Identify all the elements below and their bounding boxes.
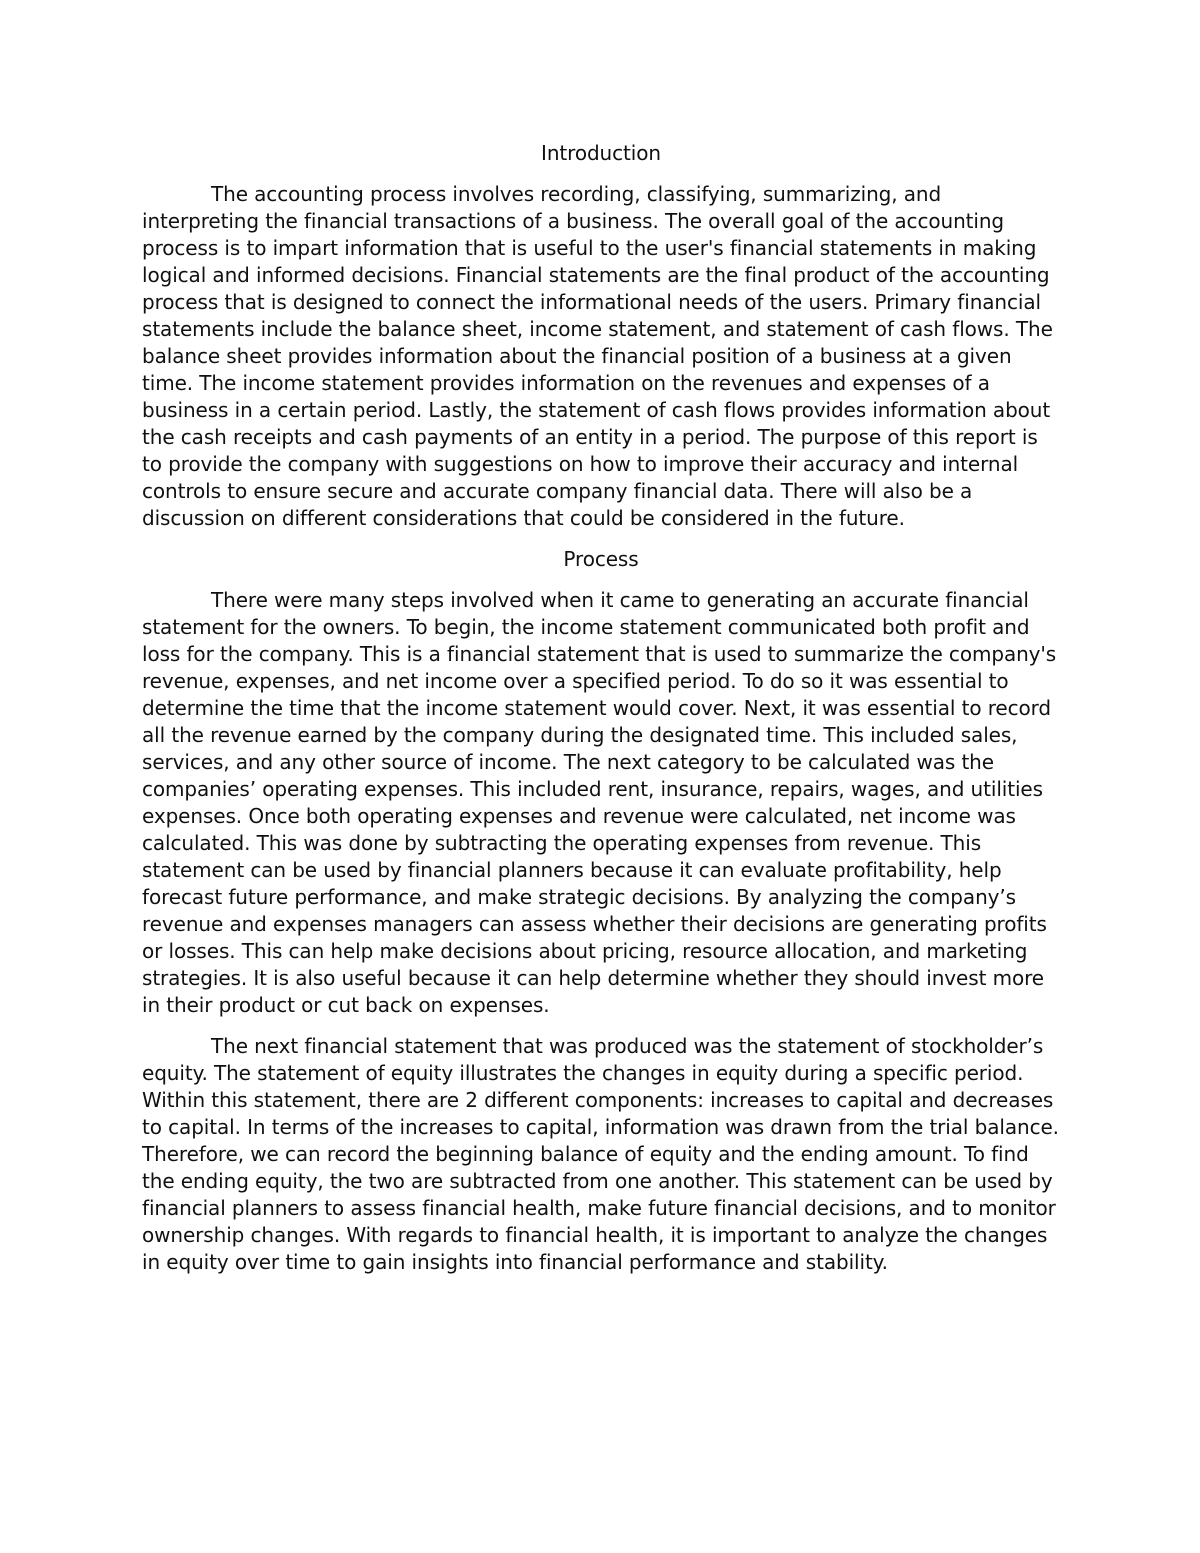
section-heading-process: Process bbox=[563, 547, 639, 571]
section-heading-introduction: Introduction bbox=[541, 141, 661, 165]
paragraph: The accounting process involves recording, classifying, summarizing, and interpreting the financial transactions of a business. The overall goal of the accounting process is to impart information that is useful to the user's financial statements in making logical and informed decisions. Financial statements are the final product of the accounting process that is designed to connect the informational needs of the users. Primary financial statements include the balance sheet, income statement, and statement of cash flows. The balance sheet provides information about the financial position of a business at a given time. The income statement provides information on the revenues and expenses of a business in a certain period. Lastly, the statement of cash flows provides information about the cash receipts and cash payments of an entity in a period. The purpose of this report is to provide the company with suggestions on how to improve their accuracy and internal controls to ensure secure and accurate company financial data. There will also be a discussion on different considerations that could be considered in the future. bbox=[142, 182, 1053, 530]
section-process bbox=[142, 546, 1060, 1276]
section-introduction bbox=[142, 140, 1060, 532]
paragraph: There were many steps involved when it came to generating an accurate financial statement for the owners. To begin, the income statement communicated both profit and loss for the company. This is a financial statement that is used to summarize the company's revenue, expenses, and net income over a specified period. To do so it was essential to determine the time that the income statement would cover. Next, it was essential to record all the revenue earned by the company during the designated time. This included sales, services, and any other source of income. The next category to be calculated was the companies’ operating expenses. This included rent, insurance, repairs, wages, and utilities expenses. Once both operating expenses and revenue were calculated, net income was calculated. This was done by subtracting the operating expenses from revenue. This statement can be used by financial planners because it can evaluate profitability, help forecast future performance, and make strategic decisions. By analyzing the company’s revenue and expenses managers can assess whether their decisions are generating profits or losses. This can help make decisions about pricing, resource allocation, and marketing strategies. It is also useful because it can help determine whether they should invest more in their product or cut back on expenses. bbox=[142, 588, 1057, 1017]
paragraph: The next financial statement that was produced was the statement of stockholder’s equity. The statement of equity illustrates the changes in equity during a specific period. Within this statement, there are 2 different components: increases to capital and decreases to capital. In terms of the increases to capital, information was drawn from the trial balance. Therefore, we can record the beginning balance of equity and the ending amount. To find the ending equity, the two are subtracted from one another. This statement can be used by financial planners to assess financial health, make future financial decisions, and to monitor ownership changes. With regards to financial health, it is important to analyze the changes in equity over time to gain insights into financial performance and stability. bbox=[142, 1034, 1059, 1274]
